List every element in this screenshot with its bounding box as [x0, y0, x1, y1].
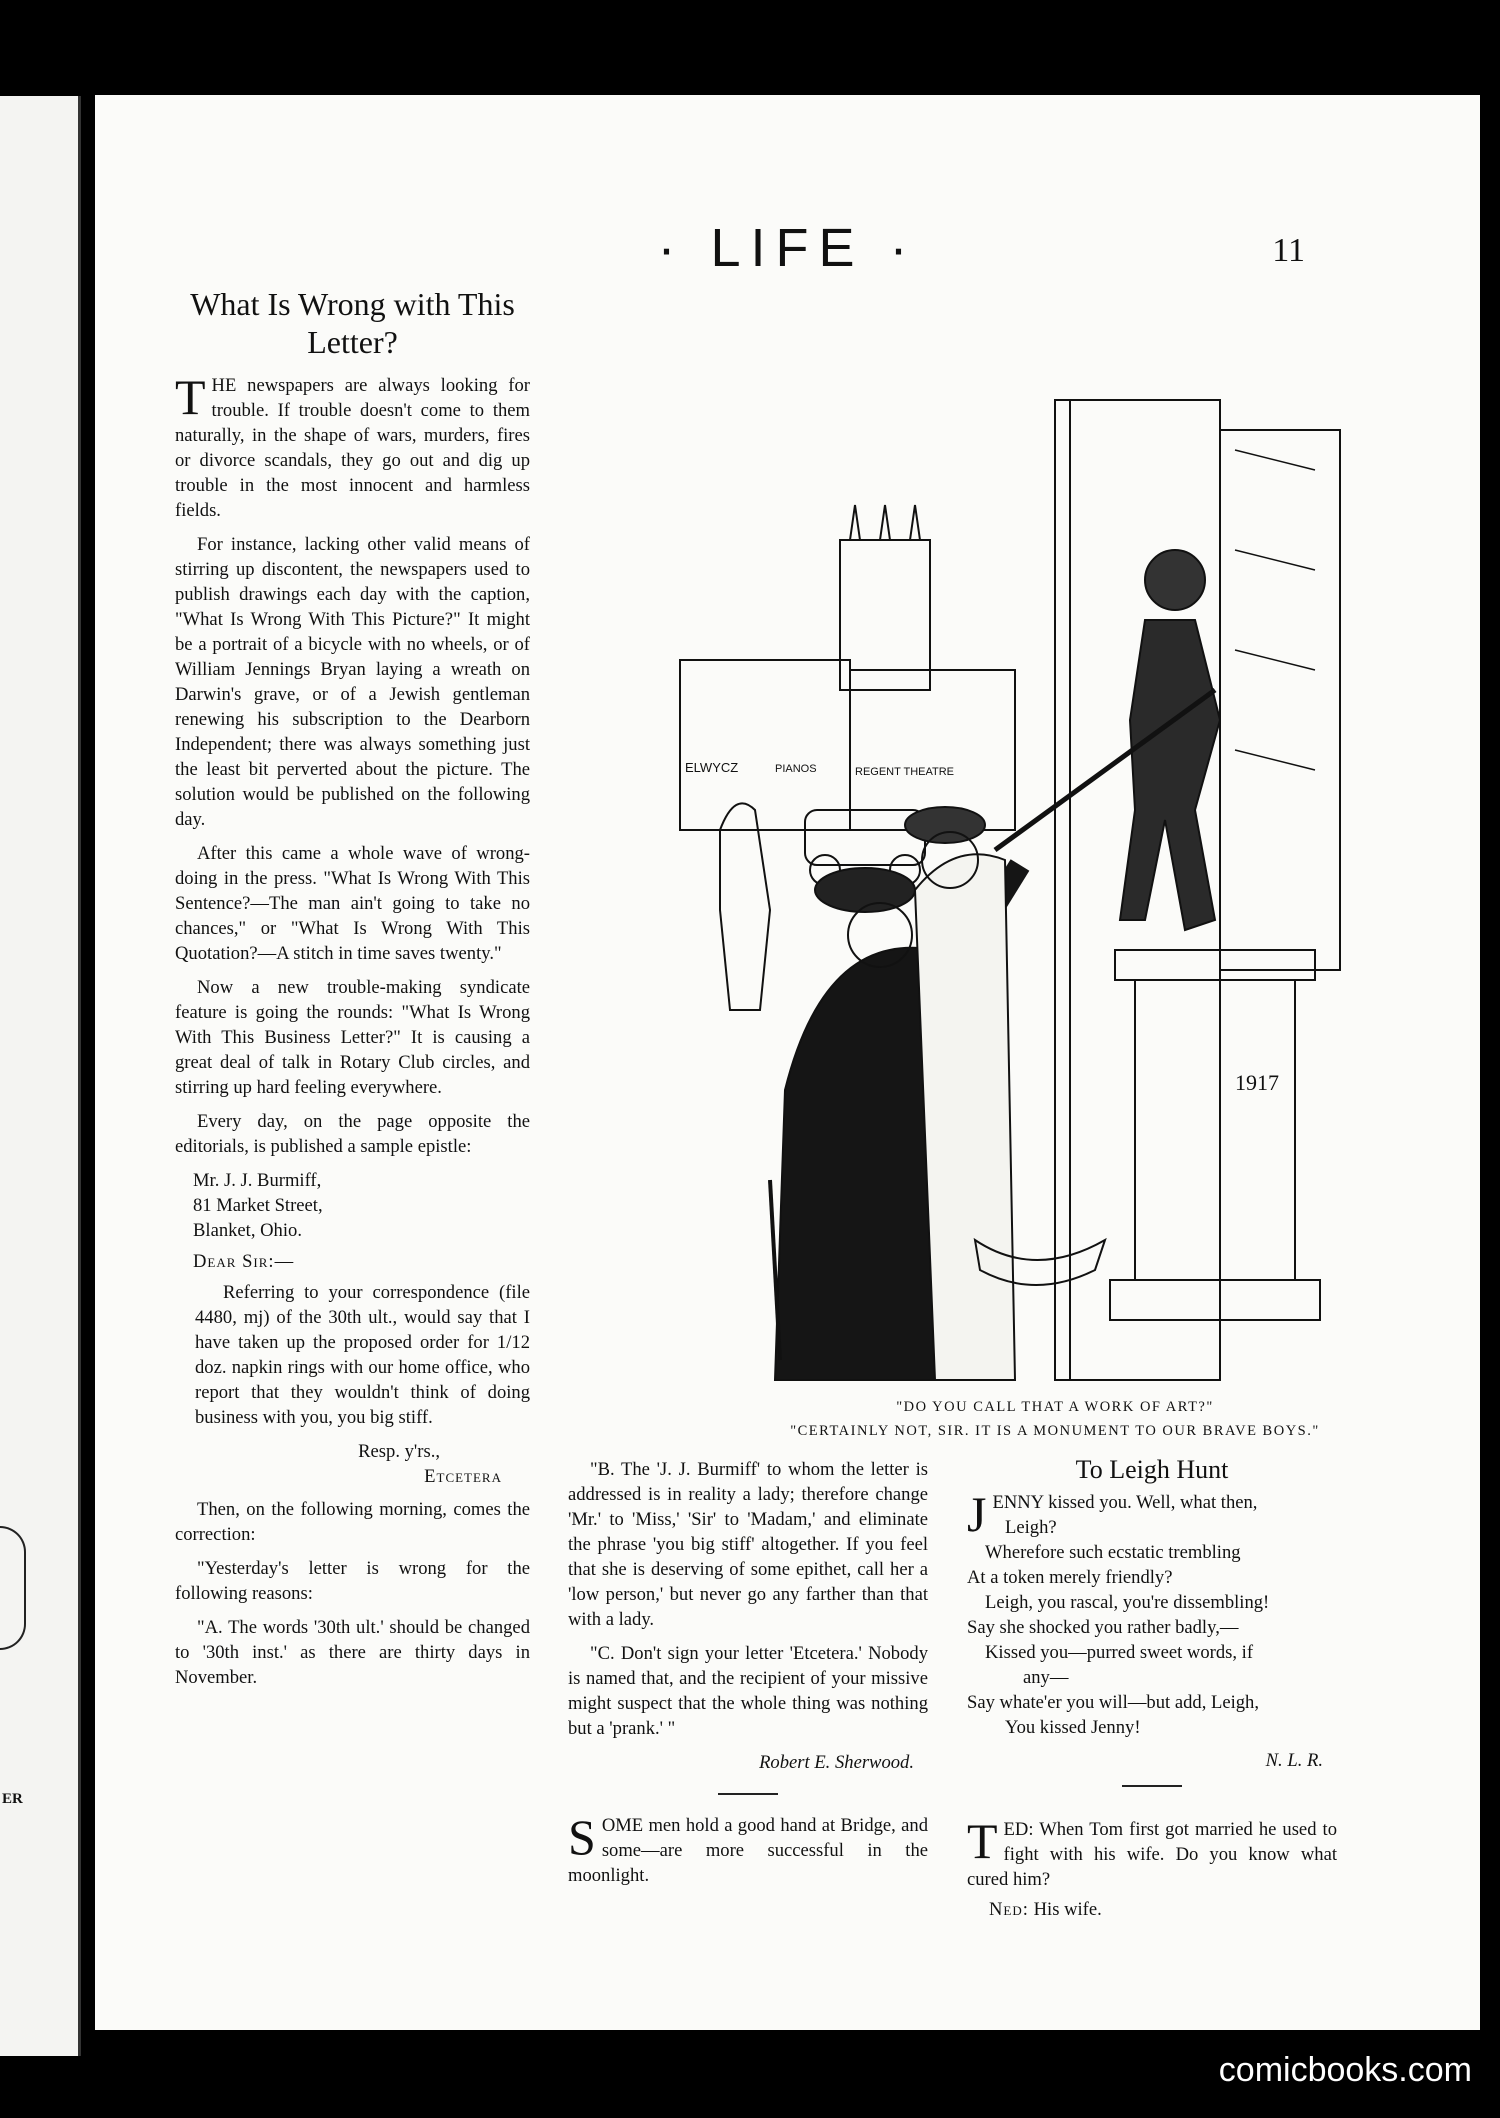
masthead: · LIFE ·	[657, 218, 918, 278]
cartoon-illustration	[675, 390, 1415, 1385]
left-page-sketch	[0, 1526, 26, 1650]
article-column-1	[175, 285, 530, 1699]
drop-cap: T	[967, 1813, 998, 1869]
article-paragraph: "C. Don't sign your letter 'Etcetera.' Nobody is named that, and the recipient of your missive might suspect that the whole thing was nothing but a 'prank.' "	[568, 1643, 928, 1739]
pedestal-base	[1110, 1280, 1320, 1320]
divider	[718, 1793, 778, 1795]
article-column-2	[568, 1457, 928, 1897]
poem-line: Say whate'er you will—but add, Leigh,	[967, 1692, 1260, 1713]
poem-line: any—	[1023, 1667, 1069, 1688]
address-line: 81 Market Street,	[193, 1195, 323, 1216]
article-paragraph: "A. The words '30th ult.' should be changed to '30th inst.' as there are thirty days in November.	[175, 1617, 530, 1688]
article-author: Robert E. Sherwood.	[759, 1752, 914, 1773]
article-paragraph: After this came a whole wave of wrong-doing in the press. "What Is Wrong With This Sentence?—The man ain't going to take no chances," or "What Is Wrong With This Quotation?—A stitch in time saves twenty."	[175, 843, 530, 964]
joke-text: ED: When Tom first got married he used to fight with his wife. Do you know what cured him?	[967, 1819, 1337, 1890]
poem-title: To Leigh Hunt	[1075, 1455, 1229, 1484]
poem-line-text: ENNY kissed you. Well, what then,	[992, 1492, 1258, 1513]
drop-cap: T	[175, 369, 206, 425]
poem-column	[967, 1457, 1337, 1931]
joke-paragraph	[967, 1813, 1337, 1892]
paragraph-text: HE newspapers are always looking for trouble. If trouble doesn't come to them naturally, in the shape of wars, murders, fires or divorce scandals, they go out and dig up trouble in the most innocent and harmless fields.	[175, 375, 530, 521]
theatre-sign: REGENT THEATRE	[855, 766, 955, 778]
salutation: Dear Sir:—	[193, 1251, 295, 1272]
caption-line: "DO YOU CALL THAT A WORK OF ART?"	[896, 1399, 1214, 1415]
speaker-name: Ned:	[989, 1899, 1029, 1920]
address-line: Mr. J. J. Burmiff,	[193, 1170, 322, 1191]
shop-sign: ELWYCZ	[685, 760, 739, 775]
pedestal-inscription: 1917	[1235, 1070, 1279, 1095]
poem-line: Leigh?	[1005, 1517, 1057, 1538]
joke-paragraph	[967, 1897, 1337, 1922]
soldier-helmet	[1145, 550, 1205, 610]
letter-closing: Resp. y'rs.,	[358, 1441, 440, 1462]
article-paragraph: "B. The 'J. J. Burmiff' to whom the letter is addressed is in reality a lady; therefore change 'Mr.' to 'Miss,' 'Sir' to 'Madam,' and eliminate the phrase 'you big stiff' altogether. If you feel that she is deserving of some epithet, call her a 'low person,' but never go any farther than that with a lady.	[568, 1459, 928, 1630]
poem-line: Wherefore such ecstatic trembling	[985, 1542, 1241, 1563]
woman-figure	[720, 803, 770, 1010]
article-paragraph: "Yesterday's letter is wrong for the following reasons:	[175, 1558, 530, 1604]
poem-line: Say she shocked you rather badly,—	[967, 1617, 1239, 1638]
article-paragraph	[175, 369, 530, 523]
left-page-edge	[0, 96, 81, 2056]
soldier-statue	[1120, 620, 1220, 930]
article-paragraph: Now a new trouble-making syndicate feature is going the rounds: "What Is Wrong With This Business Letter?" It is causing a great deal of talk in Rotary Club circles, and stirring up hard feeling everywhere.	[175, 977, 530, 1098]
article-paragraph: Then, on the following morning, comes the correction:	[175, 1499, 530, 1545]
poem-line: Leigh, you rascal, you're dissembling!	[985, 1592, 1270, 1613]
magazine-page	[95, 95, 1480, 2030]
letter-body: Referring to your correspondence (file 4480, mj) of the 30th ult., would say that I have taken up the proposed order for 1/12 doz. napkin rings with our home office, who report that they wouldn't think of doing business with you, you big stiff.	[195, 1282, 530, 1428]
drop-cap: S	[568, 1809, 596, 1865]
joke-paragraph	[568, 1809, 928, 1888]
left-page-text-fragment: ER	[2, 1791, 23, 1807]
page-number: 11	[1272, 232, 1305, 269]
man-hat	[815, 868, 915, 912]
watermark: comicbooks.com	[1218, 2051, 1472, 2089]
building-pillar	[1220, 430, 1340, 970]
article-paragraph: For instance, lacking other valid means of stirring up discontent, the newspapers used to publish drawings each day with the caption, "What Is Wrong With This Picture?" It might be a portrait of a bicycle with no wheels, or of William Jennings Bryan laying a wreath on Darwin's grave, or of a Jewish gentleman renewing his subscription to the Dearborn Independent; there was always something just the least bit perverted about the picture. The solution would be published on the following day.	[175, 534, 530, 830]
poem	[967, 1486, 1337, 1773]
poem-line: Kissed you—purred sweet words, if	[985, 1642, 1254, 1663]
article-paragraph: Every day, on the page opposite the editorials, is published a sample epistle:	[175, 1111, 530, 1157]
poem-line: You kissed Jenny!	[1005, 1717, 1141, 1738]
poem-author: N. L. R.	[1265, 1750, 1323, 1771]
divider	[1122, 1785, 1182, 1787]
address-line: Blanket, Ohio.	[193, 1220, 302, 1241]
cartoon-caption	[655, 1395, 1455, 1443]
second-man-hat	[905, 807, 985, 843]
article-title: What Is Wrong with This Letter?	[190, 286, 515, 360]
pedestal	[1135, 980, 1295, 1280]
poem-line: At a token merely friendly?	[967, 1567, 1173, 1588]
church-tower	[840, 540, 930, 690]
caption-line: "CERTAINLY NOT, SIR. IT IS A MONUMENT TO OUR BRAVE BOYS."	[790, 1423, 1320, 1439]
joke-text: OME men hold a good hand at Bridge, and some—are more successful in the moonlight.	[568, 1815, 928, 1886]
pedestal-top	[1115, 950, 1315, 980]
shop-sign: PIANOS	[775, 763, 817, 775]
joke-text: His wife.	[1033, 1899, 1102, 1920]
letter-signature: Etcetera	[424, 1466, 502, 1487]
drop-cap: J	[967, 1486, 987, 1542]
background-building	[680, 660, 850, 830]
